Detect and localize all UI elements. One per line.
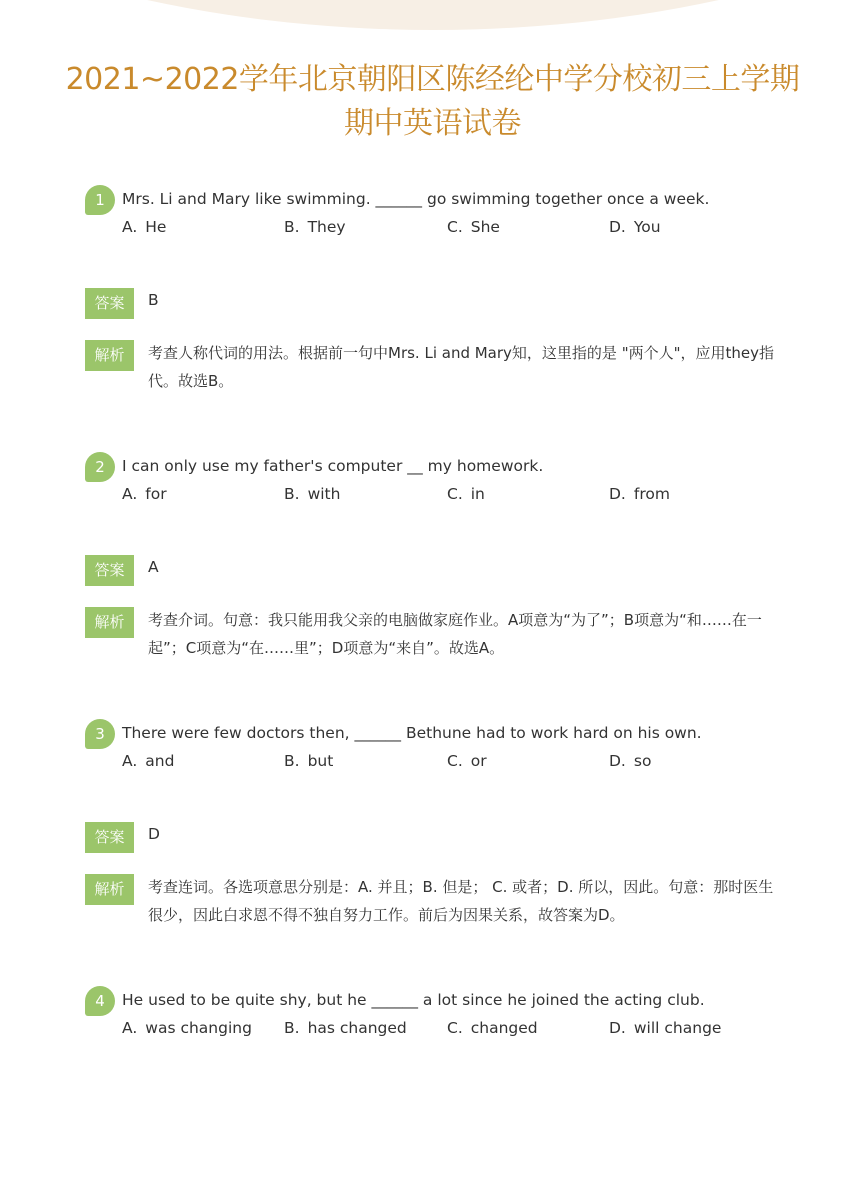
option-a: A. was changing <box>122 1019 252 1037</box>
answer-value: A <box>148 558 159 576</box>
analysis-tag: 解析 <box>85 340 134 371</box>
option-b: B. but <box>284 752 334 770</box>
option-a: A. and <box>122 752 175 770</box>
analysis-text: 考查介词。句意：我只能用我父亲的电脑做家庭作业。A项意为“为了”；B项意为“和……在一起”；C项意为“在……里”；D项意为“来自”。故选A。 <box>148 611 762 657</box>
option-a: A. for <box>122 485 167 503</box>
answer-value: B <box>148 291 159 309</box>
options-row <box>122 485 802 507</box>
answer-tag: 答案 <box>85 822 134 853</box>
analysis-tag: 解析 <box>85 874 134 905</box>
question-text: He used to be quite shy, but he ______ a lot since he joined the acting club. <box>122 991 705 1009</box>
question-number-badge: 4 <box>85 986 115 1016</box>
option-b: B. has changed <box>284 1019 407 1037</box>
page-title: 2021~2022学年北京朝阳区陈经纶中学分校初三上学期期中英语试卷 <box>65 62 800 141</box>
question-text: Mrs. Li and Mary like swimming. ______ go swimming together once a week. <box>122 190 710 208</box>
question-number-badge: 3 <box>85 719 115 749</box>
option-b: B. They <box>284 218 346 236</box>
analysis-text: 考查连词。各选项意思分别是：A. 并且；B. 但是； C. 或者；D. 所以，因此。句意：那时医生很少，因此白求恩不得不独自努力工作。前后为因果关系，故答案为D。 <box>148 878 774 924</box>
options-row <box>122 218 802 240</box>
option-c: C. in <box>447 485 485 503</box>
option-d: D. will change <box>609 1019 722 1037</box>
analysis-tag: 解析 <box>85 607 134 638</box>
question-text: I can only use my father's computer __ my homework. <box>122 457 544 475</box>
option-c: C. She <box>447 218 500 236</box>
option-d: D. so <box>609 752 652 770</box>
option-c: C. or <box>447 752 487 770</box>
option-d: D. from <box>609 485 670 503</box>
answer-tag: 答案 <box>85 555 134 586</box>
option-d: D. You <box>609 218 661 236</box>
option-b: B. with <box>284 485 341 503</box>
question-number-badge: 1 <box>85 185 115 215</box>
answer-tag: 答案 <box>85 288 134 319</box>
option-c: C. changed <box>447 1019 538 1037</box>
header-band <box>0 0 865 30</box>
question-number-badge: 2 <box>85 452 115 482</box>
answer-value: D <box>148 825 160 843</box>
options-row <box>122 752 802 774</box>
option-a: A. He <box>122 218 167 236</box>
options-row <box>122 1019 802 1041</box>
analysis-text: 考查人称代词的用法。根据前一句中Mrs. Li and Mary知，这里指的是 "两个人"，应用they指代。故选B。 <box>148 344 774 390</box>
question-text: There were few doctors then, ______ Bethune had to work hard on his own. <box>122 724 702 742</box>
